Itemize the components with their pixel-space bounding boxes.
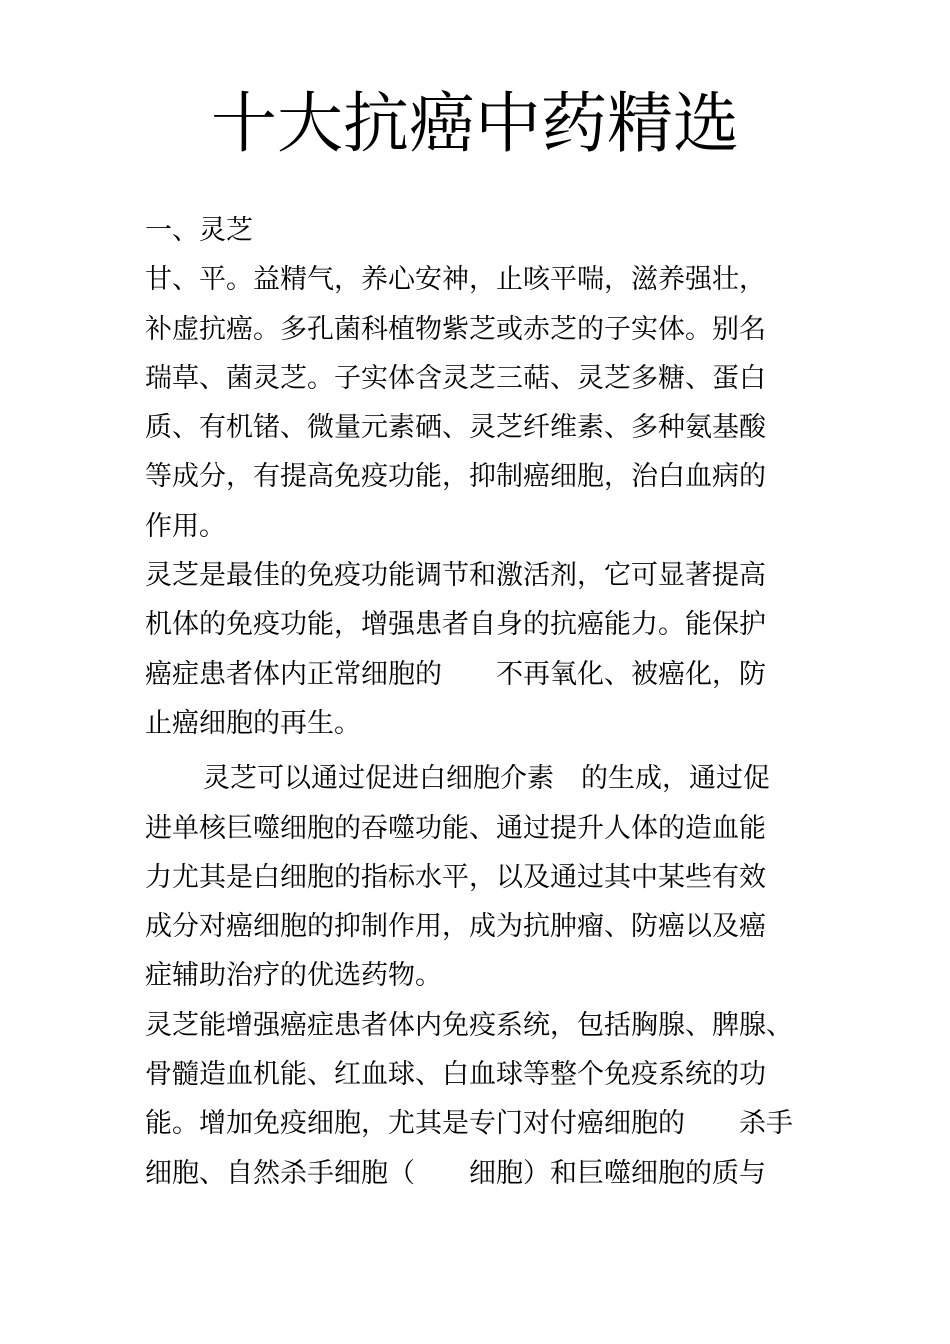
paragraph-line: 力尤其是白细胞的指标水平，以及通过其中某些有效 bbox=[145, 861, 766, 893]
paragraph-line: 灵芝可以通过促进白细胞介素 的生成，通过促 bbox=[203, 763, 770, 795]
document-title: 十大抗癌中药精选 bbox=[211, 85, 739, 162]
paragraph-line: 止癌细胞的再生。 bbox=[145, 707, 361, 739]
paragraph-line: 成分对癌细胞的抑制作用，成为抗肿瘤、防癌以及癌 bbox=[145, 911, 766, 943]
paragraph-line: 症辅助治疗的优选药物。 bbox=[145, 960, 442, 992]
document-body bbox=[145, 206, 820, 1198]
paragraph-line: 灵芝能增强癌症患者体内免疫系统，包括胸腺、脾腺、 bbox=[145, 1009, 793, 1041]
paragraph-line: 质、有机锗、微量元素硒、灵芝纤维素、多种氨基酸 bbox=[145, 412, 766, 444]
paragraph-line: 骨髓造血机能、红血球、白血球等整个免疫系统的功 bbox=[145, 1059, 766, 1091]
paragraph-line: 癌症患者体内正常细胞的 不再氧化、被癌化，防 bbox=[145, 658, 766, 690]
paragraph-line: 瑞草、菌灵芝。子实体含灵芝三萜、灵芝多糖、蛋白 bbox=[145, 362, 766, 394]
paragraph-line: 机体的免疫功能，增强患者自身的抗癌能力。能保护 bbox=[145, 609, 766, 641]
paragraph-line: 进单核巨噬细胞的吞噬功能、通过提升人体的造血能 bbox=[145, 812, 766, 844]
paragraph-line: 作用。 bbox=[145, 510, 226, 542]
paragraph-line: 灵芝是最佳的免疫功能调节和激活剂，它可显著提高 bbox=[145, 560, 766, 592]
paragraph-line: 能。增加免疫细胞，尤其是专门对付癌细胞的 杀手 bbox=[145, 1108, 793, 1140]
section-heading-text: 一、灵芝 bbox=[145, 215, 253, 246]
paragraph-1 bbox=[145, 255, 820, 551]
paragraph-4 bbox=[145, 1001, 820, 1198]
paragraph-3 bbox=[145, 754, 820, 1000]
paragraph-line: 补虚抗癌。多孔菌科植物紫芝或赤芝的子实体。别名 bbox=[145, 313, 766, 345]
paragraph-line: 细胞、自然杀手细胞（ 细胞）和巨噬细胞的质与 bbox=[145, 1157, 766, 1189]
paragraph-2 bbox=[145, 551, 820, 748]
paragraph-line: 甘、平。益精气，养心安神，止咳平喘，滋养强壮， bbox=[145, 264, 766, 296]
section-heading bbox=[145, 206, 820, 255]
paragraph-line: 等成分，有提高免疫功能，抑制癌细胞，治白血病的 bbox=[145, 461, 766, 493]
